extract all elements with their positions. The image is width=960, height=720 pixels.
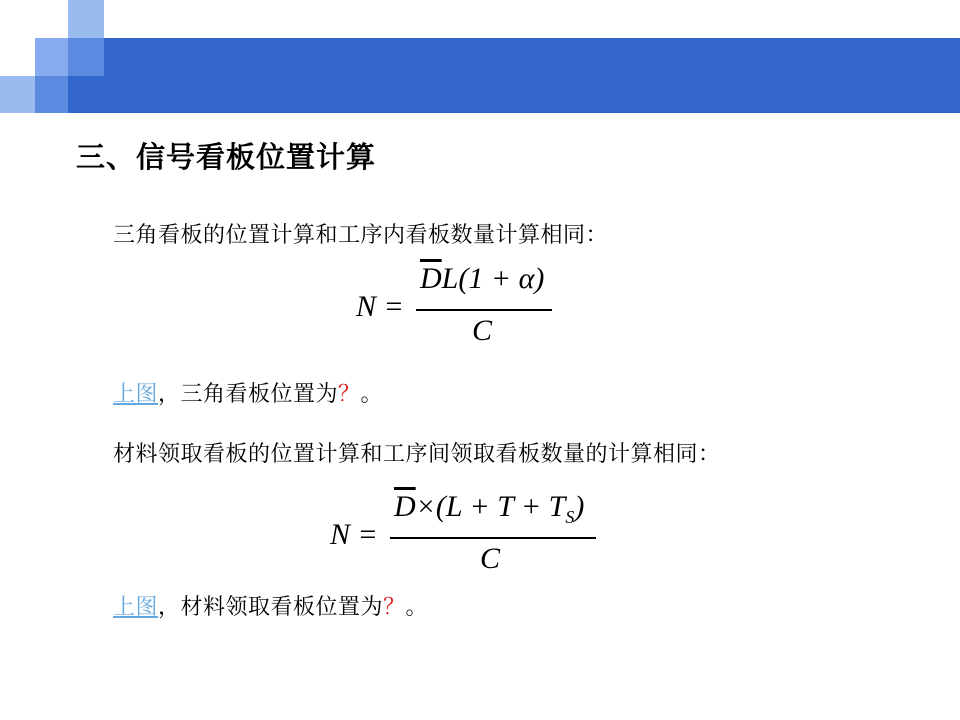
header-decor-square <box>68 38 104 76</box>
slide-title: 三、信号看板位置计算 <box>76 140 377 174</box>
question-text: ，三角看板位置为 <box>158 382 339 407</box>
question-end: 。 <box>405 595 429 620</box>
formula-numerator-rest: L(1 + α) <box>441 262 545 295</box>
header-decor-square <box>68 0 104 38</box>
question-mark: ？ <box>383 595 406 620</box>
figure-link[interactable]: 上图 <box>113 382 159 407</box>
header-decor-square <box>0 76 35 113</box>
fraction-bar <box>390 537 596 539</box>
fraction-bar <box>416 309 552 311</box>
formula-denominator: C <box>480 542 501 575</box>
formula-denominator: C <box>472 314 493 347</box>
formula-d-bar: $\overline{D}$ <box>420 262 442 295</box>
formula-lhs: N = <box>330 518 378 551</box>
header-band <box>68 38 960 113</box>
question-material-kanban <box>113 590 428 621</box>
header-decor-square <box>35 38 68 76</box>
paragraph-material-kanban: 材料领取看板的位置计算和工序间领取看板数量的计算相同： <box>113 442 721 467</box>
formula-close-paren: ) <box>574 490 585 523</box>
formula-numerator-rest: ×(L + T + T <box>415 490 566 523</box>
question-end: 。 <box>360 382 384 407</box>
paragraph-triangle-kanban: 三角看板的位置计算和工序内看板数量计算相同： <box>113 223 609 248</box>
formula-triangle-kanban <box>356 262 556 352</box>
formula-material-kanban <box>330 490 602 580</box>
formula-subscript: S <box>565 507 575 527</box>
formula-d-bar: $\overline{D}$ <box>394 490 416 523</box>
header-decor-square <box>35 76 68 113</box>
formula-numerator <box>420 262 544 296</box>
question-mark: ？ <box>338 382 361 407</box>
figure-link[interactable]: 上图 <box>113 595 159 620</box>
formula-numerator <box>394 490 585 527</box>
question-triangle-kanban <box>113 377 383 408</box>
question-text: ，材料领取看板位置为 <box>158 595 384 620</box>
formula-lhs: N = <box>356 290 404 323</box>
